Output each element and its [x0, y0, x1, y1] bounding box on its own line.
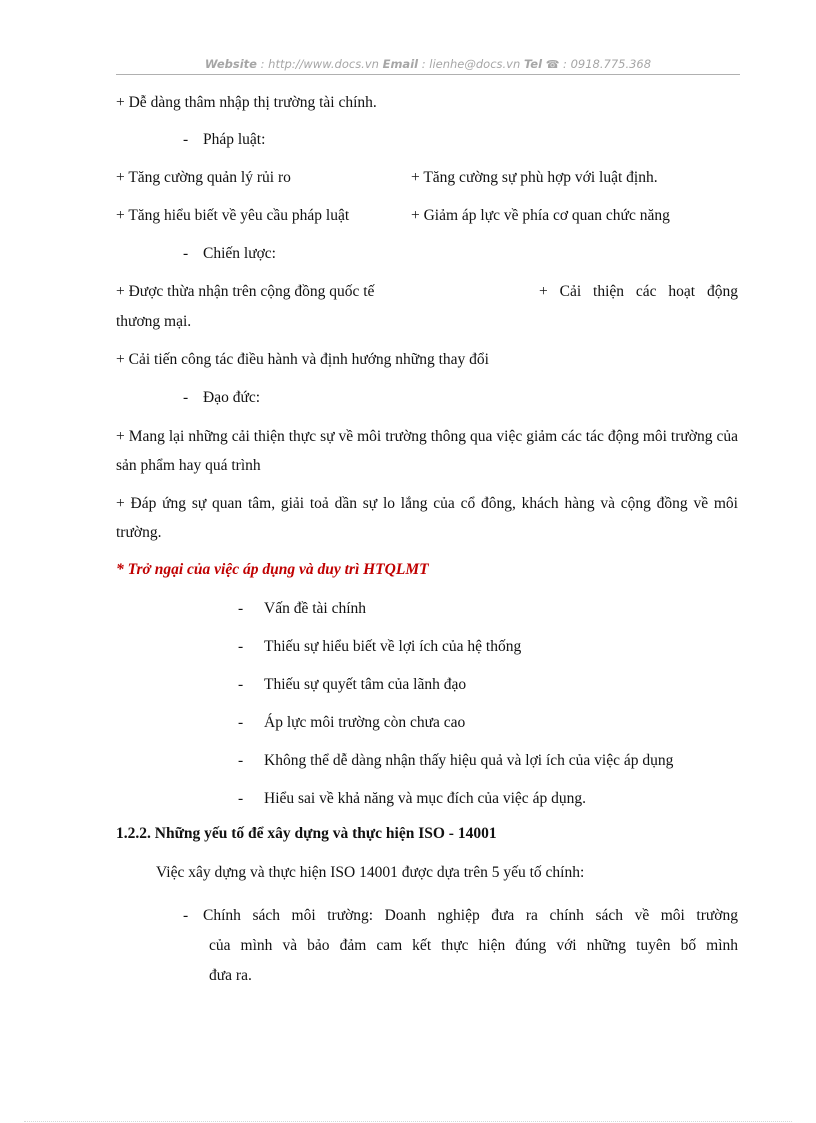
ethics-paragraph-2: + Đáp ứng sự quan tâm, giải toả dần sự lo lắng của cổ đông, khách hàng và cộng đồng về môi trường.: [116, 495, 738, 541]
policy-item: [183, 901, 738, 991]
website-label: Website: [204, 57, 257, 71]
strategy-title: [183, 244, 276, 264]
legal-right-2: + Giảm áp lực về phía cơ quan chức năng: [411, 207, 670, 224]
market-line: + Dễ dàng thâm nhập thị trường tài chính.: [116, 94, 377, 111]
dash-marker: -: [238, 600, 244, 617]
strategy-line-1: [116, 282, 738, 302]
obstacle-item: [238, 637, 521, 657]
section-heading: 1.2.2. Những yếu tố để xây dựng và thực hiện ISO - 14001: [116, 825, 497, 842]
email-label: Email: [382, 57, 419, 71]
strategy-title-text: Chiến lược:: [203, 245, 276, 262]
strategy-line-2: + Cải tiến công tác điều hành và định hướng những thay đổi: [116, 351, 489, 368]
obstacle-item: [238, 713, 465, 733]
header-rule: [116, 74, 740, 75]
obstacle-text: Vấn đề tài chính: [264, 600, 367, 617]
obstacle-text: Thiếu sự quyết tâm của lãnh đạo: [264, 676, 467, 693]
dash-marker: -: [183, 389, 189, 406]
legal-left-2: + Tăng hiểu biết về yêu cầu pháp luật: [116, 207, 350, 224]
intro-line: Việc xây dựng và thực hiện ISO 14001 được dựa trên 5 yếu tố chính:: [156, 864, 585, 881]
ethics-title-text: Đạo đức:: [203, 389, 261, 406]
website-value: : http://www.docs.vn: [256, 57, 383, 71]
obstacle-heading: * Trở ngại của việc áp dụng và duy trì HTQLMT: [116, 561, 429, 578]
page-header: [116, 57, 740, 71]
strategy-cont-1: thương mại.: [116, 313, 192, 330]
legal-left-1: + Tăng cường quản lý rủi ro: [116, 169, 291, 186]
phone-icon: ☎: [545, 58, 560, 71]
dash-marker: -: [238, 714, 244, 731]
obstacle-item: [238, 599, 366, 619]
dash-marker: -: [183, 907, 189, 924]
legal-title-text: Pháp luật:: [203, 131, 266, 148]
email-value: : lienhe@docs.vn: [418, 57, 524, 71]
dash-marker: -: [238, 752, 244, 769]
obstacle-text: Hiểu sai về khả năng và mục đích của việc áp dụng.: [264, 790, 586, 807]
obstacle-text: Không thể dễ dàng nhận thấy hiệu quả và lợi ích của việc áp dụng: [264, 752, 674, 769]
dash-marker: -: [183, 245, 189, 262]
strategy-left-1: + Được thừa nhận trên cộng đồng quốc tế: [116, 283, 375, 300]
tel-label: Tel: [523, 57, 543, 71]
footer-rule: [24, 1121, 792, 1122]
ethics-title: [183, 388, 260, 408]
legal-right-1: + Tăng cường sự phù hợp với luật định.: [411, 169, 658, 186]
dash-marker: -: [238, 676, 244, 693]
dash-marker: -: [238, 638, 244, 655]
obstacle-text: Áp lực môi trường còn chưa cao: [264, 714, 466, 731]
policy-line-1: Chính sách môi trường: Doanh nghiệp đưa ra chính sách về môi trường: [203, 907, 738, 924]
policy-text: [203, 901, 738, 991]
obstacle-text: Thiếu sự hiểu biết về lợi ích của hệ thống: [264, 638, 522, 655]
ethics-paragraph-1: + Mang lại những cải thiện thực sự về môi trường thông qua việc giảm các tác động môi trường của sản phẩm hay quá trình: [116, 428, 738, 474]
strategy-right-1: + Cải thiện các hoạt động: [539, 283, 738, 300]
obstacle-item: [238, 675, 466, 695]
tel-value: : 0918.775.368: [559, 57, 652, 71]
policy-line-3: đưa ra.: [209, 967, 252, 984]
legal-title: [183, 130, 265, 150]
obstacle-item: [238, 751, 673, 771]
obstacle-item: [238, 789, 586, 809]
policy-line-2: của mình và bảo đảm cam kết thực hiện đúng với những tuyên bố mình: [209, 937, 738, 954]
dash-marker: -: [238, 790, 244, 807]
dash-marker: -: [183, 131, 189, 148]
